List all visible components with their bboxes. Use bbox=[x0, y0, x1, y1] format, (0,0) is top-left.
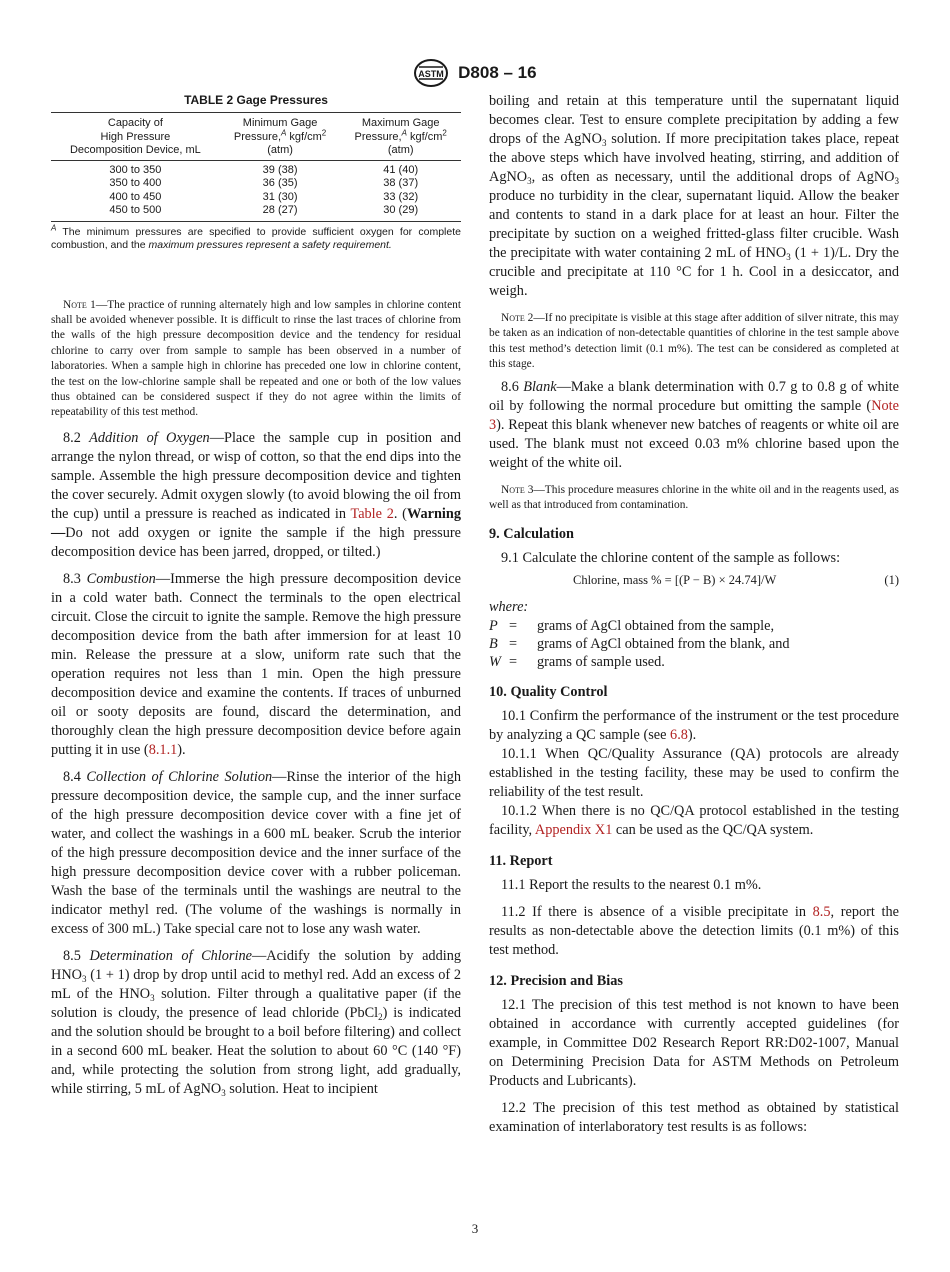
section-8-3: 8.3 Combustion—Immerse the high pressure decomposition device in a cold water bath. Connect the terminals to the open electrical circuit. Close the circuit to ignite the sample. Remove the high pressure decomposition device from the bath after immersion for at least 10 min. Release the pressure at a slow, uniform rate such that the operation requires not less than 1 min. Open the high pressure decomposition device and examine the contents. If traces of unburned oil or sooty deposits are found, discard the determination, and thoroughly clean the high pressure decomposition device before again putting it in use (8.1.1). bbox=[51, 570, 461, 758]
table-row: 350 to 400 36 (35) 38 (37) bbox=[109, 177, 419, 189]
section-12-1: 12.1 The precision of this test method is not known to have been obtained in accordance with currently accepted guidelines (for example, in Committee D02 Research Report RR:D02-1007, Manual on Determining Precision Data for ASTM Methods on Petroleum Products and Lubricants). bbox=[489, 997, 899, 1090]
equation-number: (1) bbox=[884, 573, 899, 588]
section-6-8-link[interactable]: 6.8 bbox=[670, 727, 688, 744]
equation-text: Chlorine, mass % = [(P − B) × 24.74]/W bbox=[573, 573, 777, 588]
table2-title: TABLE 2 Gage Pressures bbox=[184, 93, 328, 107]
section-8-1-1-link[interactable]: 8.1.1 bbox=[148, 741, 178, 758]
section-8-6: 8.6 Blank—Make a blank determination with 0.7 g to 0.8 g of white oil by following the normal procedure but omitting the sample (Note 3). Repeat this blank whenever new batches of reagents or white oil are used. The blank must not exceed 0.03 m% chlorine based upon the weight of the white oil. bbox=[489, 378, 899, 471]
table2-footnote: $^A$ The minimum pressures are specified to provide sufficient oxygen for complete combustion, and the maximum pressures represent a safety requirement. bbox=[51, 223, 461, 251]
section-11-1: 11.1 Report the results to the nearest 0.1 m%. bbox=[501, 877, 762, 894]
section-8-2: 8.2 Addition of Oxygen—Place the sample cup in position and arrange the nylon thread, or wisp of cotton, so that the end dips into the sample. Assemble the high pressure decomposition device and tighten the cover securely. Admit oxygen slowly (to avoid blowing the oil from the cup) until a pressure is reached as indicated in Table 2. (Warning—Do not add oxygen or ignite the sample if the high pressure decomposition device has been jarred, dropped, or tilted.) bbox=[51, 429, 461, 560]
section-10-1: 10.1 Confirm the performance of the instrument or the test procedure by analyzing a QC sample (see 6.8). bbox=[489, 708, 899, 744]
document-designation: D808 – 16 bbox=[458, 63, 537, 82]
table-header-row bbox=[51, 113, 461, 161]
table-row: 400 to 450 31 (30) 33 (32) bbox=[109, 190, 419, 203]
definition-row: W = grams of sample used. bbox=[489, 654, 665, 671]
column-header-capacity: Capacity of High Pressure Decomposition Device, mL bbox=[51, 113, 220, 161]
note-3: Note 3—This procedure measures chlorine in the white oil and in the reagents used, as well as that introduced from contamination. bbox=[489, 483, 899, 512]
column-header-minimum: Minimum Gage Pressure,$^A$ kgf/$cm^2$ (atm) bbox=[220, 113, 341, 161]
section-10-1-1: 10.1.1 When QC/Quality Assurance (QA) protocols are already established in the testing facility, these may be used to confirm the reliability of the test result. bbox=[489, 746, 899, 801]
where-label: where: bbox=[489, 599, 529, 616]
section-9-heading: 9. Calculation bbox=[489, 526, 574, 543]
section-8-4: 8.4 Collection of Chlorine Solution—Rinse the interior of the high pressure decomposition device, the sample cup, and the inner surface of the high pressure decomposition device cover with a fine jet of water, and collect the washings in a 600 mL beaker. Scrub the interior of the high pressure decomposition device and the inner surface of the high pressure decomposition device cover with a rubber policeman. Wash the base of the terminals until the washings are neutral to the indicator methyl red. (The volume of the washings is normally in excess of 300 mL.) Take special care not to lose any wash water. bbox=[51, 768, 462, 937]
equation-1 bbox=[489, 571, 899, 592]
right-column bbox=[489, 92, 899, 1137]
definition-row: P = grams of AgCl obtained from the sample, bbox=[489, 618, 775, 635]
section-11-heading: 11. Report bbox=[489, 853, 553, 870]
definition-row: B = grams of AgCl obtained from the blank, and bbox=[489, 636, 790, 653]
section-10-heading: 10. Quality Control bbox=[489, 684, 608, 701]
appendix-x1-link[interactable]: Appendix X1 bbox=[534, 822, 613, 839]
section-8-5-continued: boiling and retain at this temperature until the supernatant liquid becomes clear. Test to ensure complete precipitation by adding a few drops of the AgNO$_3$ solution. If more precipitation takes place, repeat the above steps which have involved heating, stirring, and addition of AgNO$_3$, as often as necessary, until the additional drops of AgNO$_3$ produce no turbidity in the clear, supernatant liquid. Allow the beaker and contents to stand in a dark place for at least an hour. Filter the precipitate by suction on a weighed fritted-glass filter crucible. Wash the precipitate with water containing 2 mL of $HNO_3$ (1 + 1)/L. Dry the crucible and precipitate at 110 °C for 1 h. Cool in a desiccator, and weigh. bbox=[489, 93, 900, 299]
section-12-heading: 12. Precision and Bias bbox=[489, 973, 623, 990]
section-10-1-2: 10.1.2 When there is no QC/QA protocol established in the testing facility, Appendix X1 can be used as the QC/QA system. bbox=[489, 803, 899, 839]
section-8-5: 8.5 Determination of Chlorine—Acidify the solution by adding $HNO_3$ (1 + 1) drop by drop until acid to methyl red. Add an excess of 2 mL of the $HNO_3$ solution. Filter through a qualitative paper (if the solution is cloudy, the presence of lead chloride (PbCl$_2$) is indicated and the solution should be brought to a boil before filtering) and collect in a second 600 mL beaker. Heat the solution to about 60 °C (140 °F) and, while protecting the solution from strong light, add gradually, while stirring, 5 mL of AgNO$_3$ solution. Heat to incipient bbox=[51, 947, 461, 1098]
section-12-2: 12.2 The precision of this test method as obtained by statistical examination of interlaboratory test results is as follows: bbox=[489, 1100, 899, 1136]
section-9-1: 9.1 Calculate the chlorine content of the sample as follows: bbox=[501, 550, 841, 567]
column-header-maximum: Maximum Gage Pressure,$^A$ kgf/$cm^2$ (atm) bbox=[340, 113, 461, 161]
page-number: 3 bbox=[471, 1221, 479, 1236]
section-11-2: 11.2 If there is absence of a visible precipitate in 8.5, report the results as non-detectable above the detection limits (0.1 m%) of this test method. bbox=[489, 904, 899, 959]
page-header bbox=[0, 58, 950, 88]
table2-link[interactable]: Table 2 bbox=[350, 505, 394, 522]
note-2: Note 2—If no precipitate is visible at this stage after addition of silver nitrate, this may be taken as an indication of non-detectable quantities of chlorine in the test sample above this test method’s detection limit (0.1 m%). The test can be considered as completed at this stage. bbox=[489, 312, 899, 371]
table-row: 300 to 350 39 (38) 41 (40) bbox=[109, 163, 419, 176]
note-3-link[interactable]: Note 3 bbox=[489, 397, 899, 433]
table-row: 450 to 500 28 (27) 30 (29) bbox=[51, 204, 461, 221]
section-8-5-link[interactable]: 8.5 bbox=[812, 904, 831, 921]
left-column bbox=[51, 92, 461, 1099]
astm-logo-icon bbox=[413, 58, 449, 88]
note-1: Note 1—The practice of running alternately high and low samples in chlorine content shall be avoided whenever possible. It is difficult to rinse the last traces of chlorine from the walls of the high pressure decomposition device and the tendency for residual chlorine to carry over from sample to sample has been observed in a number of laboratories. When a sample high in chlorine has preceded one low in chlorine content, the test on the low-chlorine sample shall be repeated and one or both of the low values thus obtained can be considered suspect if they do not agree within the limits of repeatability of this test method. bbox=[51, 298, 461, 419]
gage-pressures-table bbox=[51, 112, 461, 222]
svg-text:ASTM: ASTM bbox=[418, 69, 445, 79]
